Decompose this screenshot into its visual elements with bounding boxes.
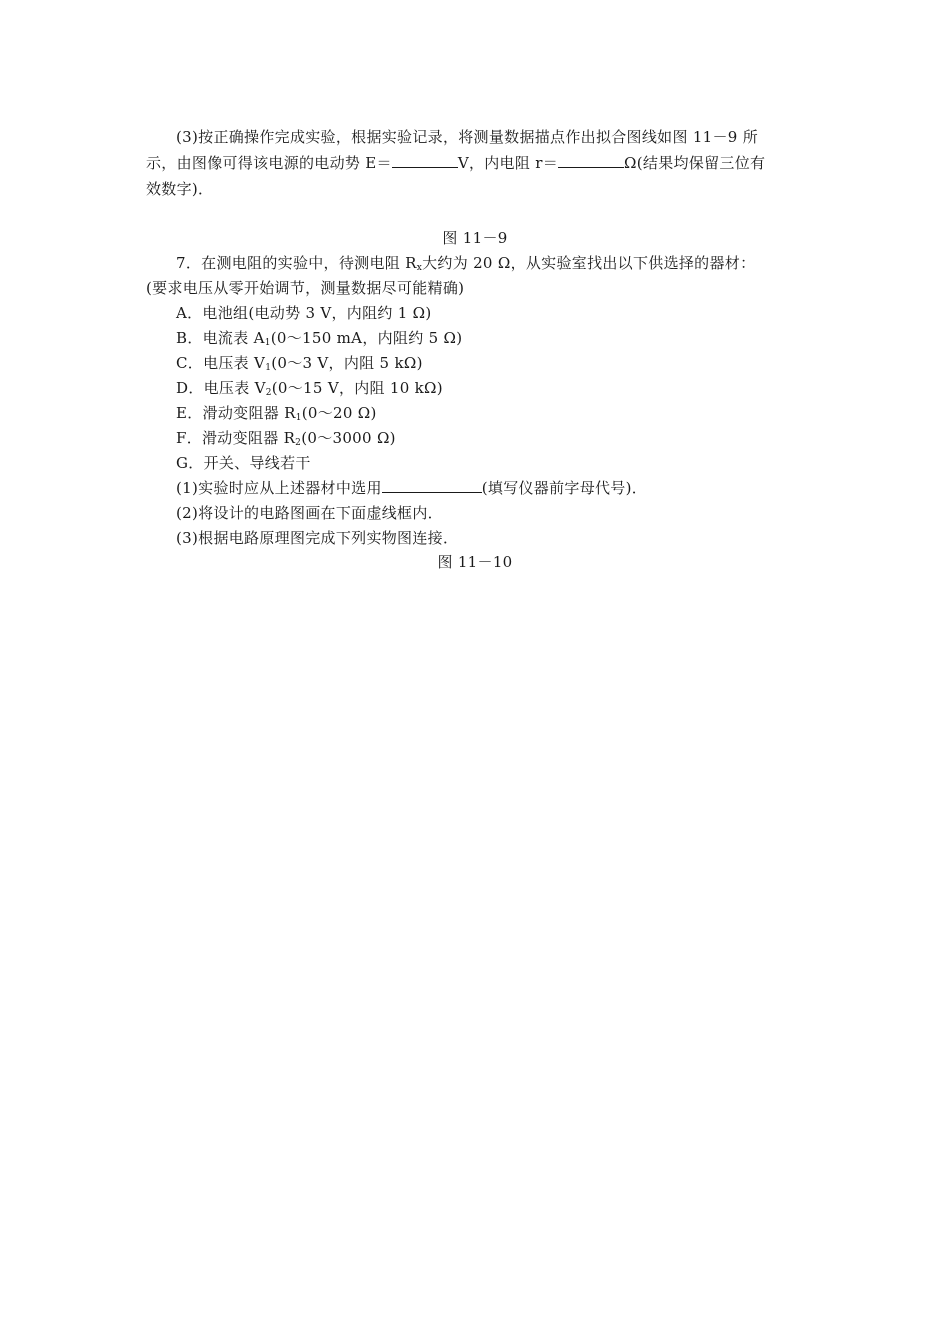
q7-intro-text-cont: 大约为 20 Ω，从实验室找出以下供选择的器材： — [422, 254, 756, 272]
q6-part3-line1: (3)按正确操作完成实验，根据实验记录，将测量数据描点作出拟合图线如图 11－9 所 — [176, 128, 759, 146]
equipment-answer-blank — [382, 478, 482, 493]
option-d-label: D．电压表 V — [176, 379, 266, 397]
q6-part3-line3: 效数字)． — [146, 180, 214, 198]
option-e-subscript: 1 — [295, 413, 302, 423]
option-e-label: E．滑动变阻器 R — [176, 404, 296, 422]
q7-part2: (2)将设计的电路图画在下面虚线框内． — [176, 504, 443, 522]
option-e — [176, 403, 377, 428]
q7-part1-text: (1)实验时应从上述器材中选用 — [176, 479, 382, 497]
q6-emf-label: 示，由图像可得该电源的电动势 E＝ — [146, 154, 392, 172]
option-g: G．开关、导线若干 — [176, 454, 311, 472]
resistance-answer-blank — [558, 153, 624, 168]
option-a: A．电池组(电动势 3 V，内阻约 1 Ω) — [176, 304, 432, 322]
q7-line1 — [176, 253, 755, 278]
option-b-spec: (0～150 mA，内阻约 5 Ω) — [270, 329, 463, 347]
emf-answer-blank — [392, 153, 458, 168]
option-f-label: F．滑动变阻器 R — [176, 429, 296, 447]
rx-subscript: x — [416, 263, 423, 273]
option-c-spec: (0～3 V，内阻 5 kΩ) — [271, 354, 423, 372]
option-d-spec: (0～15 V，内阻 10 kΩ) — [271, 379, 443, 397]
option-f-spec: (0～3000 Ω) — [301, 429, 396, 447]
q6-resistance-label: V，内电阻 r＝ — [457, 154, 558, 172]
option-c-label: C．电压表 V — [176, 354, 266, 372]
q7-part3: (3)根据电路原理图完成下列实物图连接． — [176, 529, 459, 547]
figure-caption-11-10: 图 11－10 — [437, 553, 513, 571]
q7-intro-text: 7．在测电阻的实验中，待测电阻 R — [176, 254, 417, 272]
q7-line2: (要求电压从零开始调节，测量数据尽可能精确) — [146, 279, 465, 297]
option-b-label: B．电流表 A — [176, 329, 265, 347]
option-c-subscript: 1 — [265, 363, 272, 373]
figure-caption-11-9: 图 11－9 — [442, 229, 508, 247]
option-f-subscript: 2 — [295, 438, 302, 448]
option-e-spec: (0～20 Ω) — [301, 404, 377, 422]
option-d — [176, 378, 443, 403]
option-d-subscript: 2 — [265, 388, 272, 398]
q7-part1-note: (填写仪器前字母代号)． — [481, 479, 648, 497]
option-b — [176, 328, 462, 353]
q6-part3-line2 — [146, 153, 765, 173]
q6-precision-note: Ω(结果均保留三位有 — [624, 154, 766, 172]
option-c — [176, 353, 423, 378]
option-f — [176, 428, 396, 453]
option-b-subscript: 1 — [264, 338, 271, 348]
q7-part1 — [176, 478, 647, 498]
